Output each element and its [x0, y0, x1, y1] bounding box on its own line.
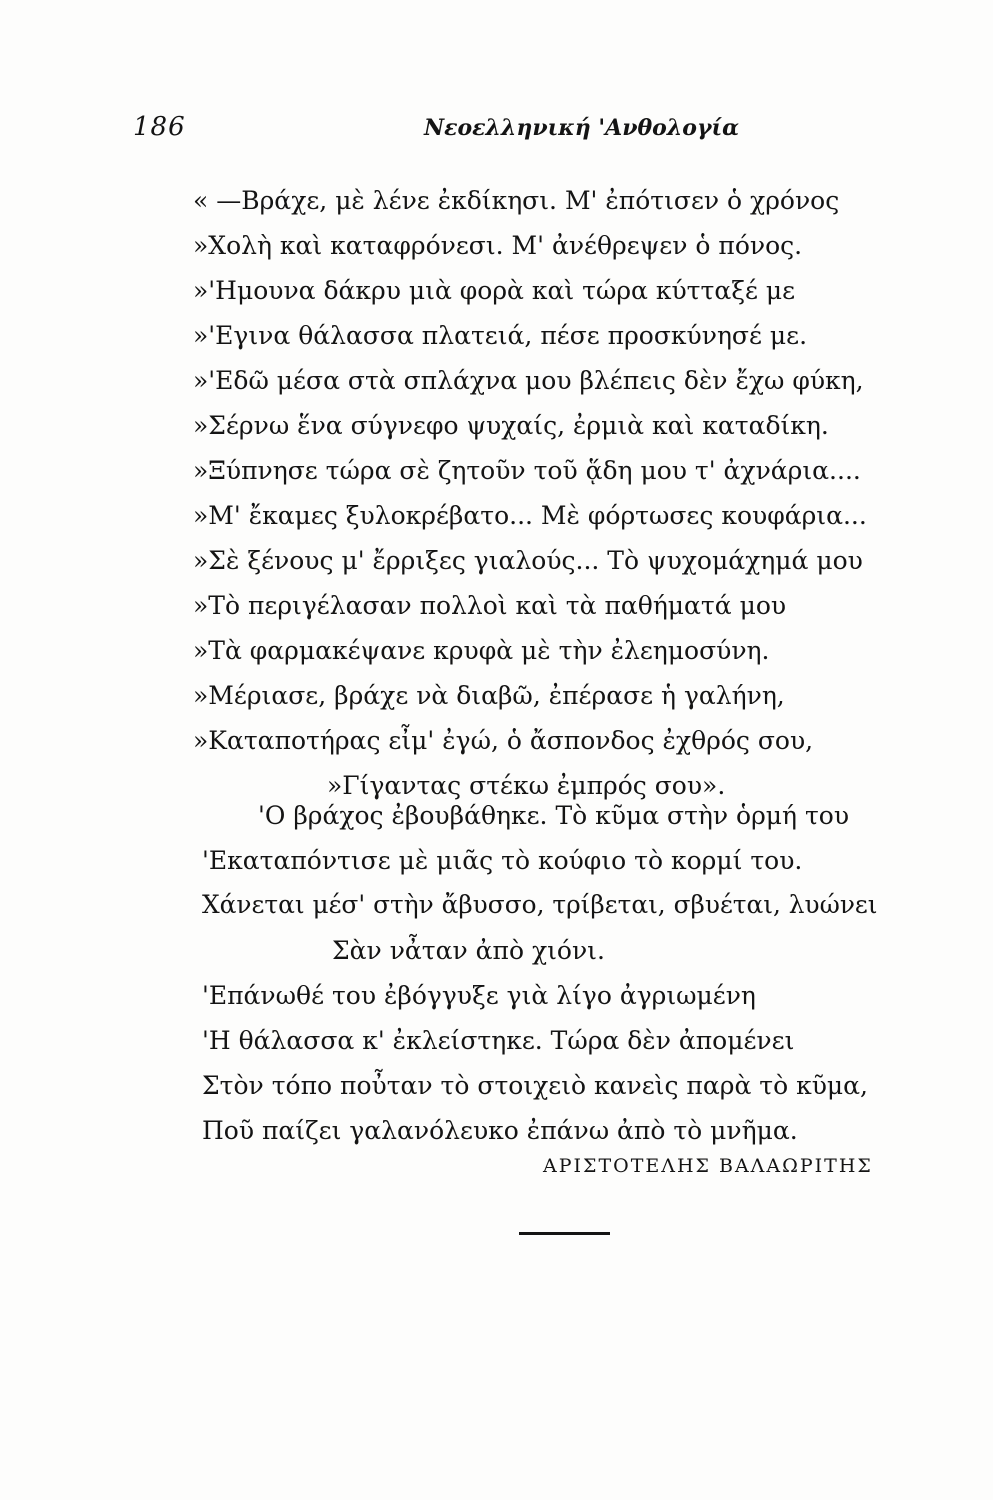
poem-line: Σὰν νἆταν ἀπὸ χιόνι. [332, 936, 605, 965]
poem-line: »Ξύπνησε τώρα σὲ ζητοῦν τοῦ ᾅδη μου τ' ἀχνάρια.... [193, 456, 861, 485]
poem-line: »Μ' ἔκαμες ξυλοκρέβατο... Μὲ φόρτωσες κουφάρια... [193, 501, 867, 530]
poem-line: Ποῦ παίζει γαλανόλευκο ἐπάνω ἀπὸ τὸ μνῆμα. [202, 1116, 798, 1145]
poem-line: »Μέριασε, βράχε νὰ διαβῶ, ἐπέρασε ἡ γαλήνη, [193, 681, 785, 710]
poem-line: 'Η θάλασσα κ' ἐκλείστηκε. Τώρα δὲν ἀπομένει [202, 1026, 795, 1055]
running-title: Νεοελληνική 'Ανθολογία [424, 115, 740, 141]
poem-line: »Σέρνω ἕνα σύγνεφο ψυχαίς, ἐρμιὰ καὶ καταδίκη. [193, 411, 829, 440]
poem-line: 'Επάνωθέ του ἐβόγγυξε γιὰ λίγο ἀγριωμένη [202, 981, 756, 1010]
poem-line: »Τὰ φαρμακέψανε κρυφὰ μὲ τὴν ἐλεημοσύνη. [193, 636, 770, 665]
end-rule [519, 1232, 610, 1235]
poem-line: Χάνεται μέσ' στὴν ἄβυσσο, τρίβεται, σβυέται, λυώνει [202, 890, 878, 919]
poem-line: »Καταποτήρας εἶμ' ἐγώ, ὁ ἄσπονδος ἐχθρός σου, [193, 726, 814, 755]
author-signature: ΑΡΙΣΤΟΤΕΛΗΣ ΒΑΛΑΩΡΙΤΗΣ [543, 1155, 873, 1177]
poem-line: »Γίγαντας στέκω ἐμπρός σου». [327, 771, 726, 800]
poem-line: 'Εκαταπόντισε μὲ μιᾶς τὸ κούφιο τὸ κορμί του. [202, 846, 803, 875]
poem-line: »Σὲ ξένους μ' ἔρριξες γιαλούς... Τὸ ψυχομάχημά μου [193, 546, 863, 575]
poem-line: »'Εγινα θάλασσα πλατειά, πέσε προσκύνησέ με. [193, 321, 808, 350]
poem-line: 'Ο βράχος ἐβουβάθηκε. Τὸ κῦμα στὴν ὁρμή του [258, 801, 850, 830]
poem-line: « —Βράχε, μὲ λένε ἐκδίκησι. Μ' ἐπότισεν ὁ χρόνος [193, 186, 840, 215]
poem-line: »'Ημουνα δάκρυ μιὰ φορὰ καὶ τώρα κύτταξέ με [193, 276, 796, 305]
poem-line: »'Εδῶ μέσα στὰ σπλάχνα μου βλέπεις δὲν ἔχω φύκη, [193, 366, 864, 395]
poem-line: »Τὸ περιγέλασαν πολλοὶ καὶ τὰ παθήματά μου [193, 591, 787, 620]
poem-line: Στὸν τόπο ποὖταν τὸ στοιχειὸ κανεὶς παρὰ τὸ κῦμα, [202, 1071, 869, 1100]
page-number: 186 [133, 112, 186, 142]
poem-line: »Χολὴ καὶ καταφρόνεσι. Μ' ἀνέθρεψεν ὁ πόνος. [193, 231, 803, 260]
